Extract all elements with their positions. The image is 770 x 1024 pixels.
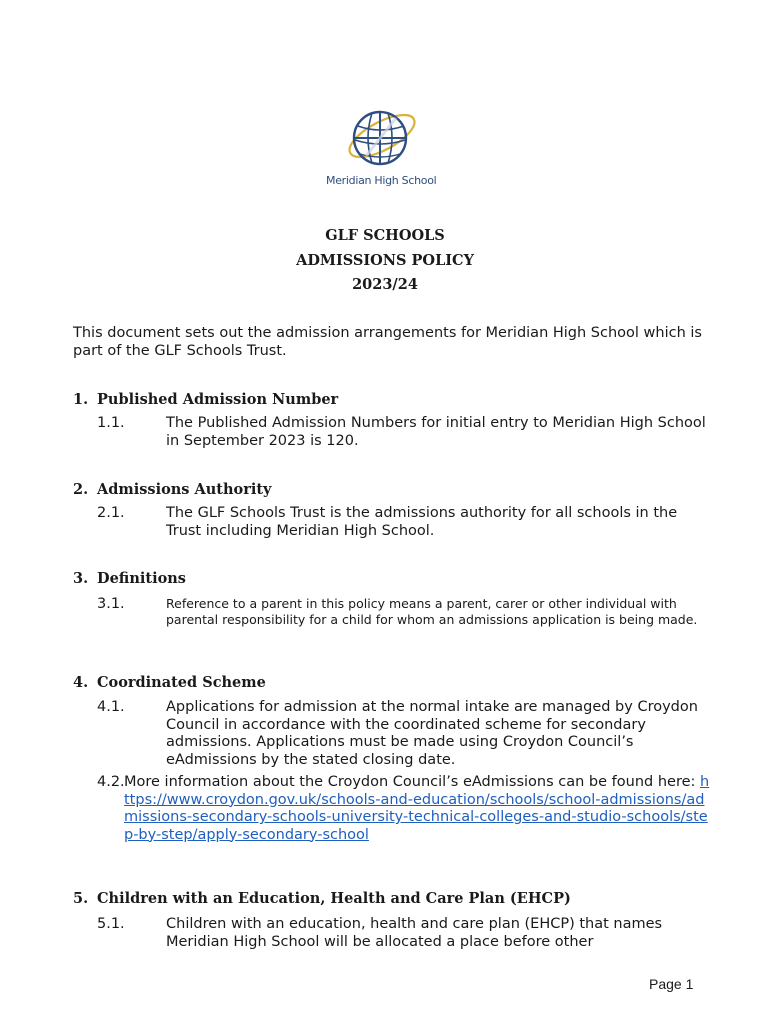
title-policy: ADMISSIONS POLICY: [296, 251, 474, 269]
clause-text: Applications for admission at the normal intake are managed by Croydon Council in accordance with the coordinated scheme for secondary admissions. Applications must be made using Croydon Council’s eAdmissions by the stated closing date.: [166, 699, 698, 768]
section-number: 4.: [73, 674, 89, 691]
section-admissions-authority: [73, 481, 713, 540]
section-heading: [73, 570, 713, 588]
document-title: [0, 226, 770, 300]
clause: [97, 505, 713, 540]
section-number: 2.: [73, 481, 89, 498]
section-title: Published Admission Number: [97, 391, 339, 408]
section-title: Definitions: [97, 570, 186, 587]
section-number: 5.: [73, 890, 89, 907]
clause-text: The Published Admission Numbers for initial entry to Meridian High School in September 2023 is 120.: [166, 415, 706, 449]
globe-logo-icon: [318, 104, 450, 178]
clause-text-lead: More information about the Croydon Council’s eAdmissions can be found here:: [124, 774, 701, 790]
section-heading: [73, 391, 713, 409]
section-coordinated-scheme: [73, 674, 713, 844]
section-heading: [73, 481, 713, 499]
clause-text: Children with an education, health and care plan (EHCP) that names Meridian High School will be allocated a place before other: [166, 916, 663, 950]
clause-number: 5.1.: [97, 916, 125, 932]
section-definitions: [73, 570, 713, 628]
section-published-admission-number: [73, 391, 713, 450]
page-number: Page 1: [649, 976, 694, 992]
section-number: 1.: [73, 391, 89, 408]
section-number: 3.: [73, 570, 89, 587]
school-logo: [318, 104, 450, 192]
clause: [97, 415, 713, 450]
clause-number: 3.1.: [97, 596, 125, 612]
section-heading: [73, 674, 713, 692]
title-year: 2023/24: [352, 276, 418, 293]
clause-number: 4.2.: [97, 774, 125, 790]
logo-school-name: Meridian High School: [326, 174, 437, 187]
clause-text: [124, 774, 713, 844]
clause: [97, 774, 713, 844]
clause: [97, 699, 713, 769]
title-organisation: GLF SCHOOLS: [325, 227, 445, 244]
clause-number: 4.1.: [97, 699, 125, 715]
section-title: Admissions Authority: [97, 481, 272, 498]
clause-number: 1.1.: [97, 415, 125, 431]
croydon-eadmissions-link[interactable]: https://www.croydon.gov.uk/schools-and-education/schools/school-admissions/admissions-secondary-schools-university-technical-colleges-and-studio-schools/step-by-step/apply-secondary-school: [124, 774, 710, 843]
clause: [97, 596, 713, 628]
clause: [97, 916, 713, 951]
section-title: Coordinated Scheme: [97, 674, 266, 691]
clause-number: 2.1.: [97, 505, 125, 521]
clause-text: The GLF Schools Trust is the admissions authority for all schools in the Trust including Meridian High School.: [166, 505, 678, 539]
clause-text: Reference to a parent in this policy means a parent, carer or other individual with parental responsibility for a child for whom an admissions application is being made.: [166, 596, 698, 627]
section-title: Children with an Education, Health and Care Plan (EHCP): [97, 890, 571, 907]
intro-paragraph: This document sets out the admission arrangements for Meridian High School which is part of the GLF Schools Trust.: [73, 325, 702, 359]
section-ehcp: [73, 890, 713, 951]
section-heading: [73, 890, 713, 908]
